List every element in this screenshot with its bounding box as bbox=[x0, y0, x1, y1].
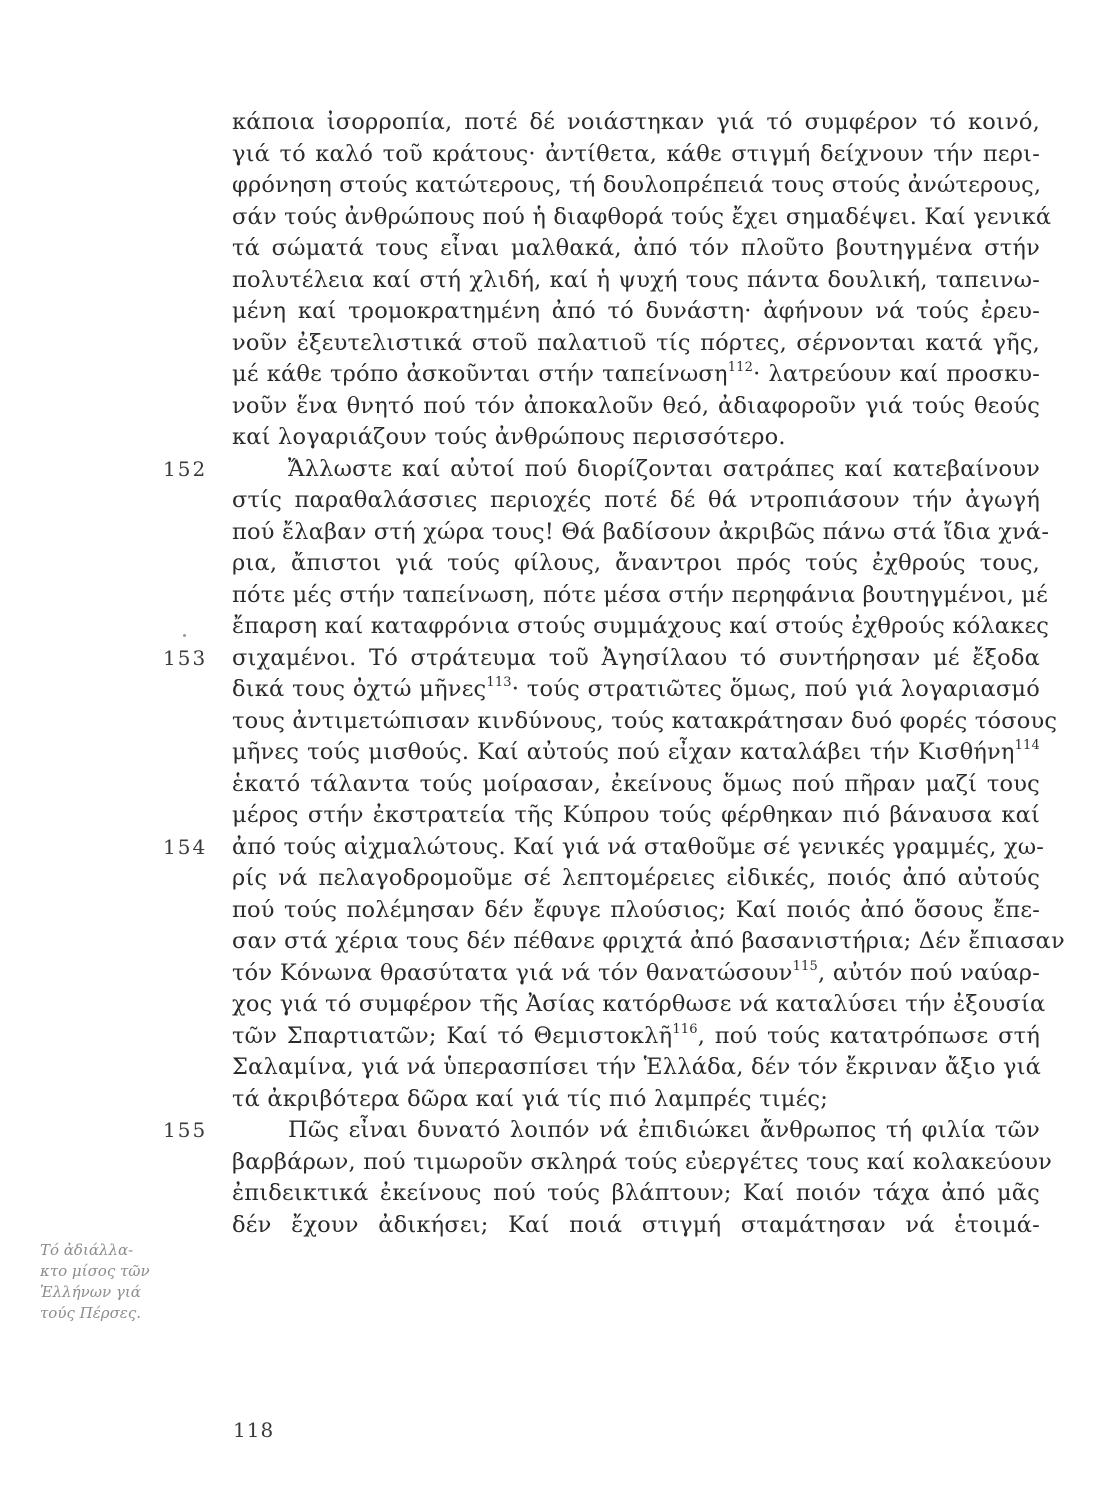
text-fragment: μέ κάθε τρόπο ἀσκοῦνται στήν ταπείνωση bbox=[232, 361, 728, 387]
text-line: πότε μές στήν ταπείνωση, πότε μέσα στήν περηφάνια βουτηγμένοι, μέ bbox=[232, 582, 1048, 608]
text-line: τά ἀκριβότερα δῶρα καί γιά τίς πιό λαμπρές τιμές; bbox=[232, 1086, 829, 1112]
footnote-ref: 115 bbox=[792, 959, 818, 974]
section-number: 155 bbox=[163, 1118, 208, 1142]
margin-note bbox=[40, 1240, 180, 1324]
text-line: στίς παραθαλάσσιες περιοχές ποτέ δέ θά ντροπιάσουν τήν ἀγωγή bbox=[232, 487, 1040, 513]
text-fragment: μῆνες τούς μισθούς. Καί αὐτούς πού εἶχαν καταλάβει τήν Κισθήνη bbox=[232, 739, 1015, 765]
text-line bbox=[232, 736, 1040, 768]
text-line: νοῦν ἐξευτελιστικά στοῦ παλατιοῦ τίς πόρτες, σέρνονται κατά γῆς, bbox=[232, 330, 1040, 356]
text-line: καί λογαριάζουν τούς ἀνθρώπους περισσότερο. bbox=[232, 424, 786, 450]
text-line: ρίς νά πελαγοδρομοῦμε σέ λεπτομέρειες εἰδικές, ποιός ἀπό αὐτούς bbox=[232, 865, 1040, 891]
text-fragment: τόν Κόνωνα θρασύτατα γιά νά τόν θανατώσουν bbox=[232, 960, 793, 986]
text-line: ἔπαρση καί καταφρόνια στούς συμμάχους καί στούς ἐχθρούς κόλακες bbox=[232, 613, 1050, 639]
margin-note-line: τούς Πέρσες. bbox=[40, 1304, 142, 1322]
text-line: μέρος στήν ἐκστρατεία τῆς Κύπρου τούς φέρθηκαν πιό βάναυσα καί bbox=[232, 802, 1040, 828]
text-fragment: · τούς στρατιῶτες ὅμως, πού γιά λογαριασμό bbox=[511, 676, 1040, 702]
text-line: κάποια ἰσορροπία, ποτέ δέ νοιάστηκαν γιά τό συμφέρον τό κοινό, bbox=[232, 109, 1040, 135]
text-line: βαρβάρων, πού τιμωροῦν σκληρά τούς εὐεργέτες τους καί κολακεύουν bbox=[232, 1149, 1053, 1175]
text-line: σάν τούς ἀνθρώπους πού ἡ διαφθορά τούς ἔχει σημαδέψει. Καί γενικά bbox=[232, 204, 1052, 230]
text-fragment: δικά τους ὀχτώ μῆνες bbox=[232, 676, 487, 702]
margin-note-line: κτο μίσος τῶν bbox=[40, 1262, 150, 1280]
text-line: ρια, ἄπιστοι γιά τούς φίλους, ἄναντροι πρός τούς ἐχθρούς τους, bbox=[232, 550, 1040, 576]
text-line: ἑκατό τάλαντα τούς μοίρασαν, ἐκείνους ὅμως πού πῆραν μαζί τους bbox=[232, 771, 1040, 797]
text-line: δέν ἔχουν ἀδικήσει; Καί ποιά στιγμή σταμάτησαν νά ἑτοιμά- bbox=[232, 1212, 1040, 1238]
text-line: Πῶς εἶναι δυνατό λοιπόν νά ἐπιδιώκει ἄνθρωπος τή φιλία τῶν bbox=[288, 1117, 1040, 1143]
text-line: Ἄλλωστε καί αὐτοί πού διορίζονται σατράπες καί κατεβαίνουν bbox=[288, 456, 1040, 482]
text-line: τά σώματά τους εἶναι μαλθακά, ἀπό τόν πλοῦτο βουτηγμένα στήν bbox=[232, 235, 1040, 261]
footnote-ref: 114 bbox=[1014, 738, 1040, 753]
text-line: ἀπό τούς αἰχμαλώτους. Καί γιά νά σταθοῦμε σέ γενικές γραμμές, χω- bbox=[232, 834, 1045, 860]
section-number: 153 bbox=[163, 646, 208, 670]
text-line: μένη καί τρομοκρατημένη ἀπό τό δυνάστη· ἀφήνουν νά τούς ἐρευ- bbox=[232, 298, 1040, 324]
text-line: πού ἔλαβαν στή χώρα τους! Θά βαδίσουν ἀκριβῶς πάνω στά ἴδια χνά- bbox=[232, 519, 1050, 545]
footnote-ref: 112 bbox=[727, 360, 754, 375]
text-line: σαν στά χέρια τους δέν πέθανε φριχτά ἀπό βασανιστήρια; Δέν ἔπιασαν bbox=[232, 928, 1065, 954]
text-fragment: τῶν Σπαρτιατῶν; Καί τό Θεμιστοκλῆ bbox=[232, 1023, 673, 1049]
text-line: πού τούς πολέμησαν δέν ἔφυγε πλούσιος; Καί ποιός ἀπό ὅσους ἔπε- bbox=[232, 897, 1040, 923]
text-fragment: , αὐτόν πού ναύαρ- bbox=[817, 960, 1040, 986]
text-line: πολυτέλεια καί στή χλιδή, καί ἡ ψυχή τους πάντα δουλική, ταπεινω- bbox=[232, 267, 1040, 293]
section-number: 152 bbox=[163, 457, 208, 481]
text-fragment: , πού τούς κατατρόπωσε στή bbox=[697, 1023, 1040, 1049]
text-line: ἐπιδεικτικά ἐκείνους πού τούς βλάπτουν; Καί ποιόν τάχα ἀπό μᾶς bbox=[232, 1180, 1040, 1206]
text-line: χος γιά τό συμφέρον τῆς Ἀσίας κατόρθωσε νά καταλύσει τήν ἐξουσία bbox=[232, 991, 1046, 1017]
footnote-ref: 116 bbox=[672, 1022, 698, 1037]
text-line bbox=[232, 673, 1040, 705]
text-line bbox=[232, 1020, 1040, 1052]
text-line: τους ἀντιμετώπισαν κινδύνους, τούς κατακράτησαν δυό φορές τόσους bbox=[232, 708, 1058, 734]
text-line: φρόνηση στούς κατώτερους, τή δουλοπρέπειά τους στούς ἀνώτερους, bbox=[232, 172, 1042, 198]
section-number: 154 bbox=[163, 835, 208, 859]
footnote-ref: 113 bbox=[486, 675, 512, 690]
margin-dot bbox=[183, 634, 186, 637]
text-fragment: · λατρεύουν καί προσκυ- bbox=[753, 361, 1041, 387]
text-line bbox=[232, 358, 1040, 390]
text-line: γιά τό καλό τοῦ κράτους· ἀντίθετα, κάθε στιγμή δείχνουν τήν περι- bbox=[232, 141, 1040, 167]
margin-note-line: Ἑλλήνων γιά bbox=[40, 1283, 141, 1301]
margin-note-line: Τό ἀδιάλλα- bbox=[40, 1241, 134, 1259]
text-line bbox=[232, 957, 1040, 989]
page-number: 118 bbox=[233, 1418, 275, 1442]
text-line: σιχαμένοι. Τό στράτευμα τοῦ Ἀγησίλαου τό συντήρησαν μέ ἔξοδα bbox=[232, 645, 1040, 671]
text-line: νοῦν ἕνα θνητό πού τόν ἀποκαλοῦν θεό, ἀδιαφοροῦν γιά τούς θεούς bbox=[232, 393, 1040, 419]
text-line: Σαλαμίνα, γιά νά ὑπερασπίσει τήν Ἑλλάδα, δέν τόν ἔκριναν ἄξιο γιά bbox=[232, 1054, 1042, 1080]
